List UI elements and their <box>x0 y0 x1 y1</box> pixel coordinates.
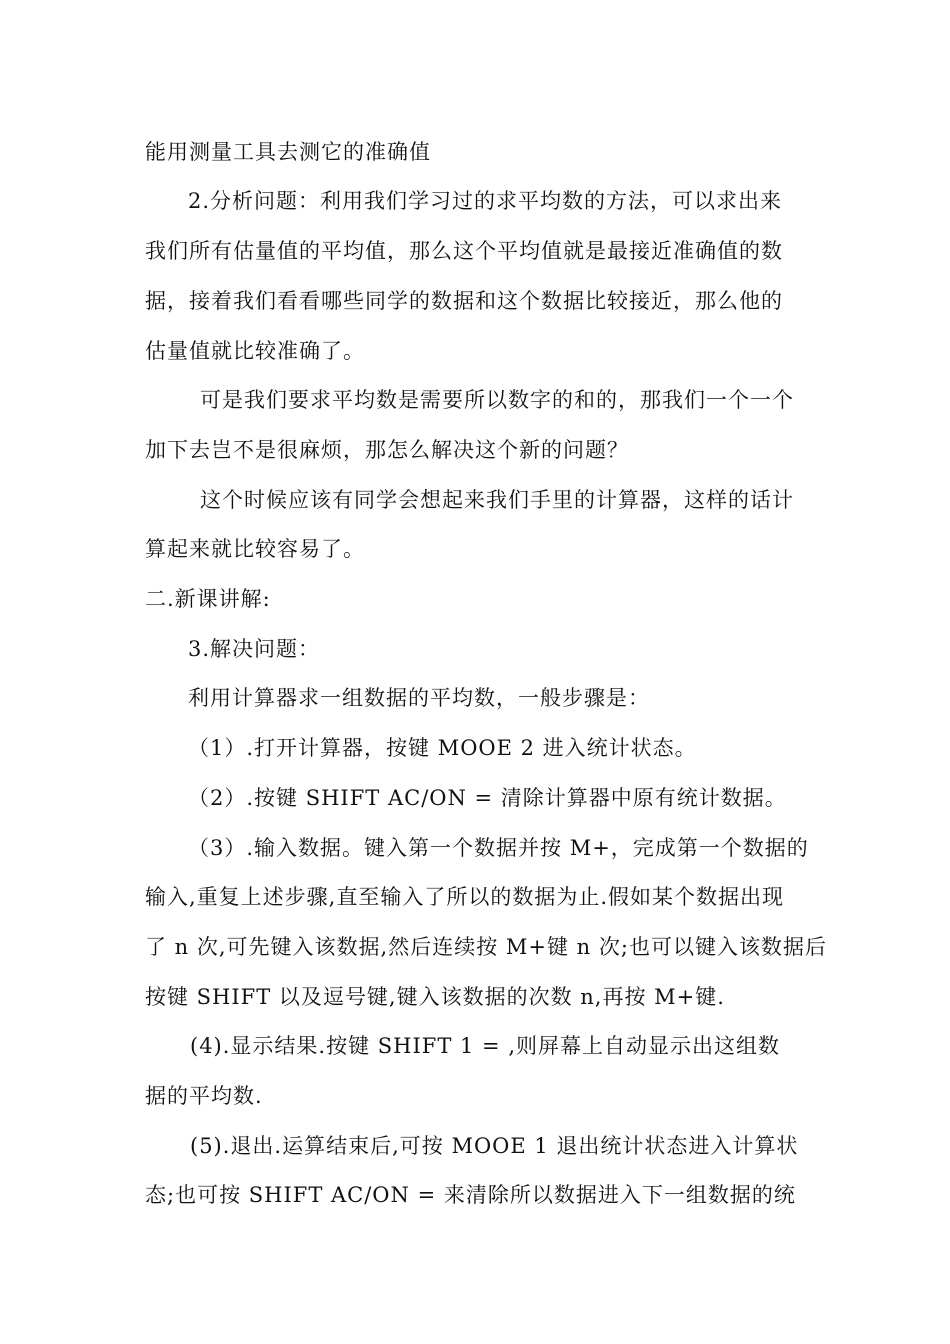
text-line: 加下去岂不是很麻烦，那怎么解决这个新的问题？ <box>145 438 629 462</box>
step-1: （1）.打开计算器，按键 MOOE 2 进入统计状态。 <box>188 736 697 760</box>
text-line: 了 n 次,可先键入该数据,然后连续按 M+键 n 次;也可以键入该数据后 <box>145 935 827 959</box>
text-line: 据的平均数. <box>145 1084 263 1108</box>
paragraph-question: 可是我们要求平均数是需要所以数字的和的，那我们一个一个 <box>200 388 794 412</box>
text-line: 据，接着我们看看哪些同学的数据和这个数据比较接近，那么他的 <box>145 289 783 313</box>
paragraph-steps-intro: 利用计算器求一组数据的平均数，一般步骤是： <box>188 686 650 710</box>
subsection-heading: 3.解决问题： <box>188 637 321 661</box>
paragraph-analysis: 2.分析问题：利用我们学习过的求平均数的方法，可以求出来 <box>188 189 783 213</box>
text-line: 我们所有估量值的平均值，那么这个平均值就是最接近准确值的数 <box>145 239 783 263</box>
paragraph-calculator: 这个时候应该有同学会想起来我们手里的计算器，这样的话计 <box>200 488 794 512</box>
text-line: 输入,重复上述步骤,直至输入了所以的数据为止.假如某个数据出现 <box>145 885 785 909</box>
step-5: (5).退出.运算结束后,可按 MOOE 1 退出统计状态进入计算状 <box>190 1134 799 1158</box>
text-line: 算起来就比较容易了。 <box>145 537 365 561</box>
text-line: 估量值就比较准确了。 <box>145 339 365 363</box>
section-heading: 二.新课讲解: <box>145 587 271 611</box>
text-line: 态;也可按 SHIFT AC/ON = 来清除所以数据进入下一组数据的统 <box>145 1183 796 1207</box>
step-2: （2）.按键 SHIFT AC/ON = 清除计算器中原有统计数据。 <box>188 786 787 810</box>
step-4: (4).显示结果.按键 SHIFT 1 = ,则屏幕上自动显示出这组数 <box>190 1034 781 1058</box>
text-line: 能用测量工具去测它的准确值 <box>145 140 431 164</box>
text-line: 按键 SHIFT 以及逗号键,键入该数据的次数 n,再按 M+键. <box>145 985 725 1009</box>
step-3: （3）.输入数据。键入第一个数据并按 M+，完成第一个数据的 <box>188 836 809 860</box>
